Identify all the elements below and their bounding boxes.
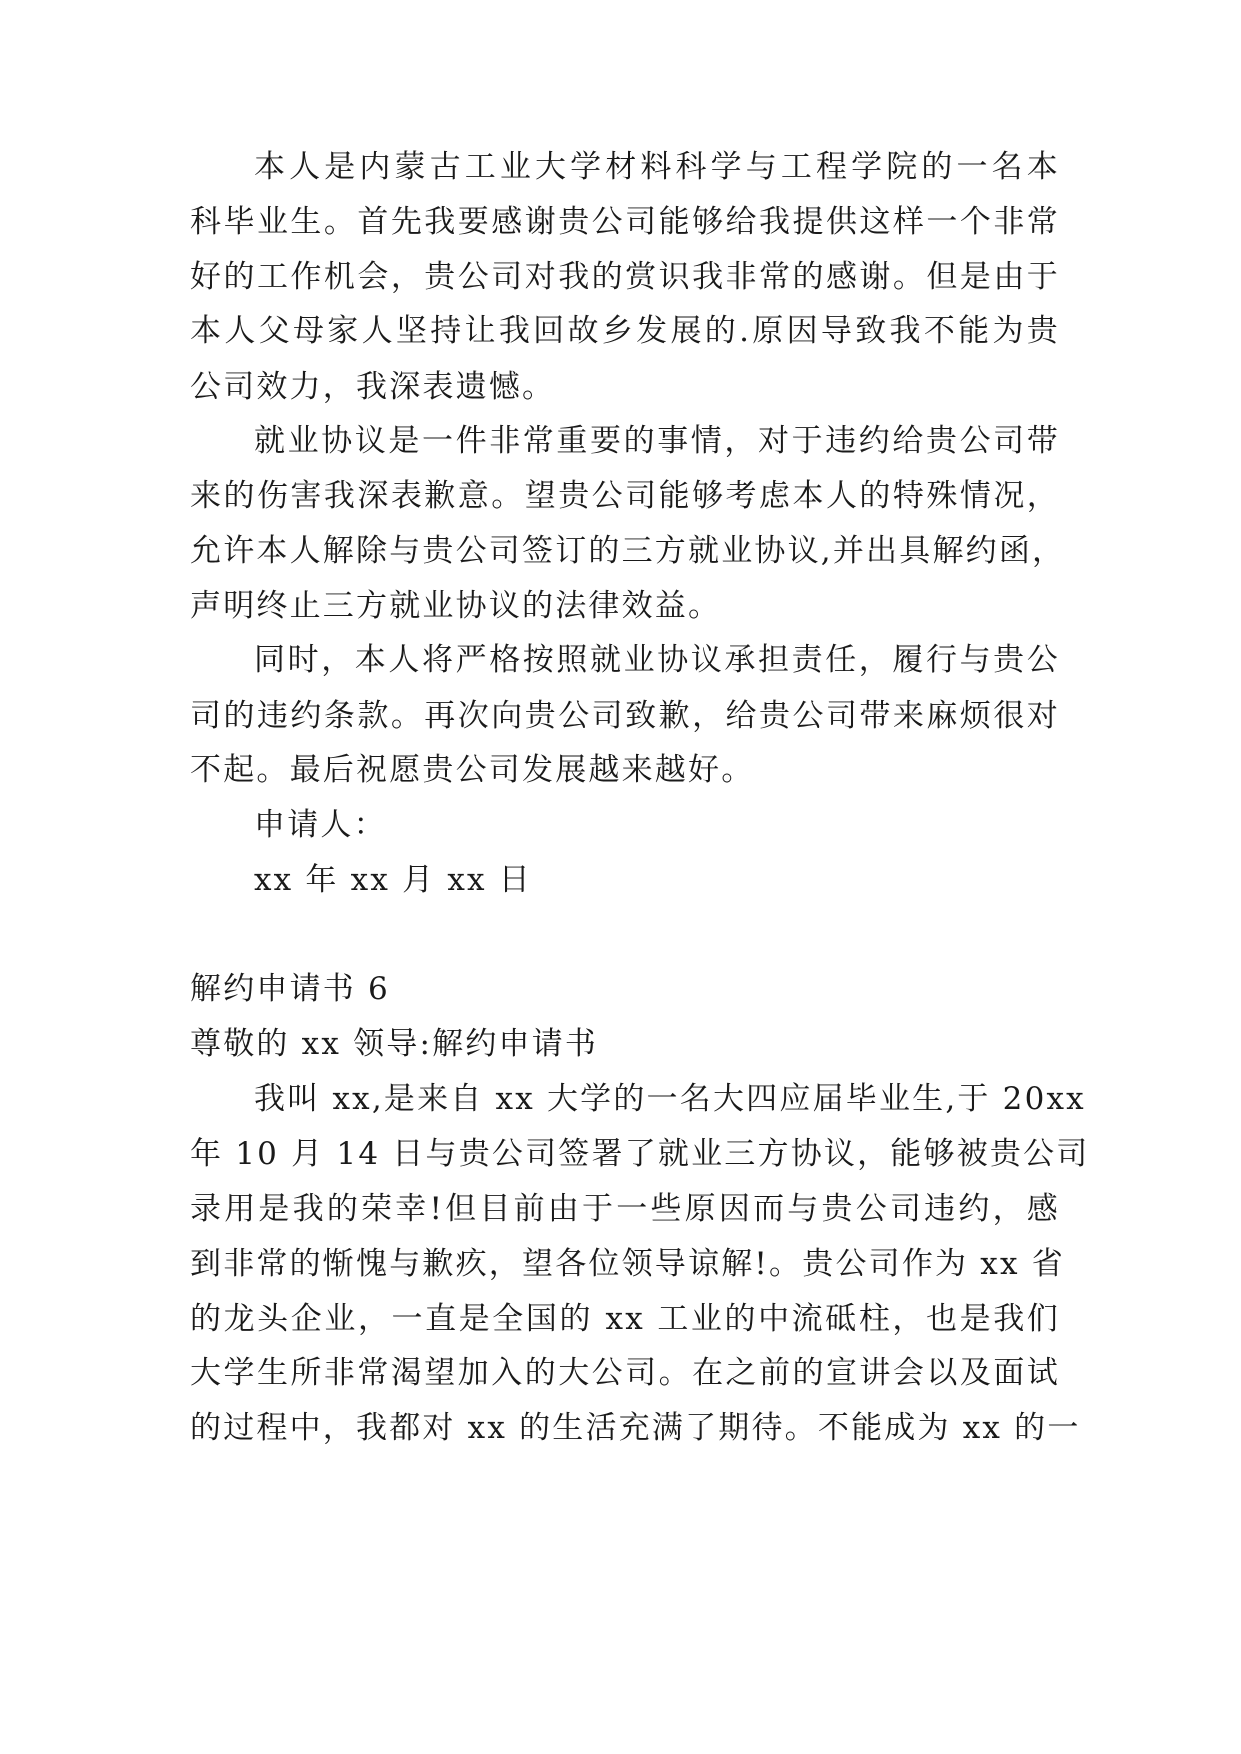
para3-line1: 同时，本人将严格按照就业协议承担责任，履行与贵公	[254, 642, 1060, 678]
para2-line3: 允许本人解除与贵公司签订的三方就业协议,并出具解约函，	[190, 533, 1066, 569]
para1-line5: 公司效力，我深表遗憾。	[190, 369, 556, 405]
para2-line2: 来的伤害我深表歉意。望贵公司能够考虑本人的特殊情况，	[190, 478, 1060, 514]
para1-line4: 本人父母家人坚持让我回故乡发展的.原因导致我不能为贵	[190, 313, 1060, 349]
s2-para1-line1: 我叫 xx,是来自 xx 大学的一名大四应届毕业生,于 20xx	[254, 1081, 1086, 1117]
s2-para1-line2: 年 10 月 14 日与贵公司签署了就业三方协议，能够被贵公司	[190, 1136, 1090, 1172]
section-title: 解约申请书 6	[190, 971, 390, 1007]
para3-line3: 不起。最后祝愿贵公司发展越来越好。	[190, 752, 755, 788]
signature-date: xx 年 xx 月 xx 日	[254, 862, 532, 898]
applicant-label: 申请人：	[254, 807, 387, 843]
para1-line1: 本人是内蒙古工业大学材料科学与工程学院的一名本	[254, 149, 1060, 185]
para3-line2: 司的违约条款。再次向贵公司致歉，给贵公司带来麻烦很对	[190, 698, 1060, 734]
s2-para1-line5: 的龙头企业，一直是全国的 xx 工业的中流砥柱，也是我们	[190, 1301, 1060, 1337]
s2-para1-line6: 大学生所非常渴望加入的大公司。在之前的宣讲会以及面试	[190, 1355, 1060, 1391]
para2-line1: 就业协议是一件非常重要的事情，对于违约给贵公司带	[254, 423, 1060, 459]
salutation: 尊敬的 xx 领导:解约申请书	[190, 1026, 599, 1062]
s2-para1-line7: 的过程中，我都对 xx 的生活充满了期待。不能成为 xx 的一	[190, 1410, 1081, 1446]
para1-line3: 好的工作机会，贵公司对我的赏识我非常的感谢。但是由于	[190, 259, 1060, 295]
para1-line2: 科毕业生。首先我要感谢贵公司能够给我提供这样一个非常	[190, 204, 1060, 240]
s2-para1-line3: 录用是我的荣幸!但目前由于一些原因而与贵公司违约，感	[190, 1191, 1060, 1227]
para2-line4: 声明终止三方就业协议的法律效益。	[190, 588, 722, 624]
s2-para1-line4: 到非常的惭愧与歉疚，望各位领导谅解!。贵公司作为 xx 省	[190, 1246, 1065, 1282]
